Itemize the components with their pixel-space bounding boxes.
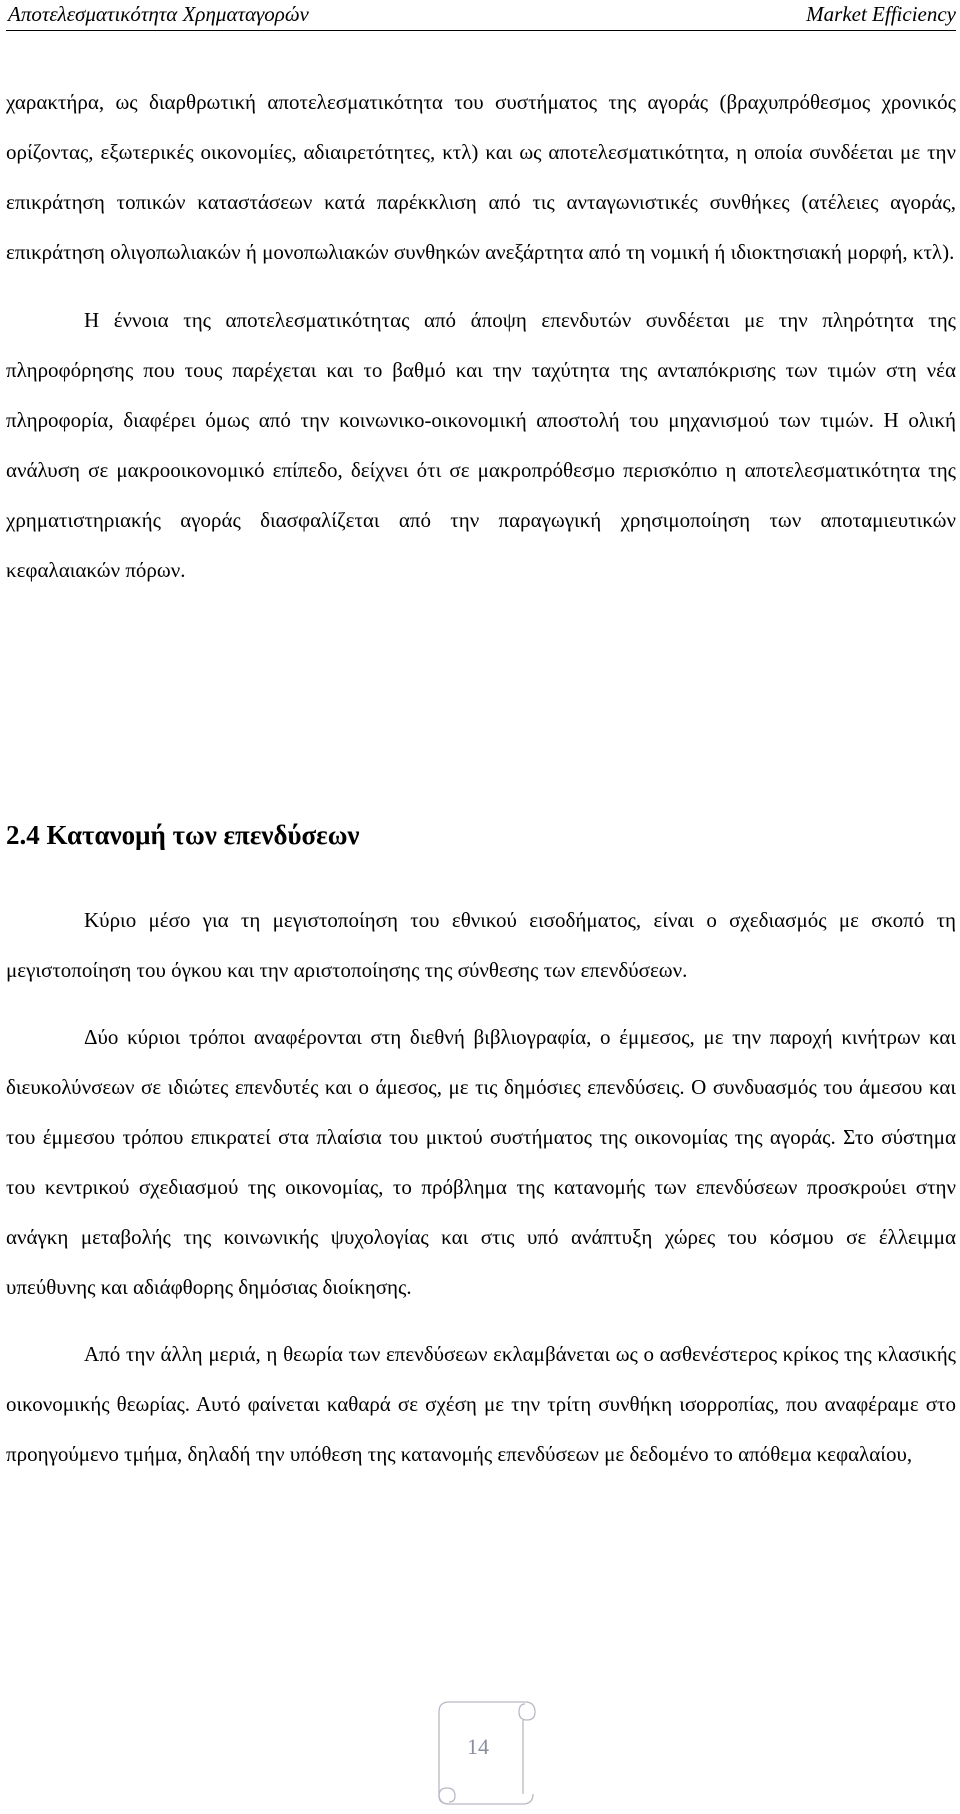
header-title: Αποτελεσματικότητα Χρηματαγορών — [8, 2, 309, 26]
paragraph: Από την άλλη μεριά, η θεωρία των επενδύσεων εκλαμβάνεται ως ο ασθενέστερος κρίκος της κλασικής οικονομικής θεωρίας. Αυτό φαίνεται καθαρά σε σχέση με την τρίτη συνθήκη ισορροπίας, που αναφέραμε στο προηγούμενο τμήμα, δηλαδή την υπόθεση της κατανομής επενδύσεων με δεδομένο το απόθεμα κεφαλαίου, — [6, 1342, 956, 1466]
paragraph: χαρακτήρα, ως διαρθρωτική αποτελεσματικότητα του συστήματος της αγοράς (βραχυπρόθεσμος χρονικός ορίζοντας, εξωτερικές οικονομίες, αδιαιρετότητες, κτλ) και ως αποτελεσματικότητα, η οποία συνδέεται με την επικράτηση τοπικών καταστάσεων κατά παρέκκλιση από τις ανταγωνιστικές συνθήκες (ατέλειες αγοράς, επικράτηση ολιγοπωλιακών ή μονοπωλιακών συνθηκών ανεξάρτητα από τη νομική ή ιδιοκτησιακή μορφή, κτλ). — [6, 90, 956, 264]
paragraph: Κύριο μέσο για τη μεγιστοποίηση του εθνικού εισοδήματος, είναι ο σχεδιασμός με σκοπό τη μεγιστοποίηση του όγκου και την αριστοποίησης της σύνθεσης των επενδύσεων. — [6, 908, 956, 982]
page-number: 14 — [467, 1734, 489, 1759]
section-body — [6, 895, 956, 1479]
section-heading: 2.4 Κατανομή των επενδύσεων — [6, 820, 360, 850]
paragraph: Δύο κύριοι τρόποι αναφέρονται στη διεθνή βιβλιογραφία, ο έμμεσος, με την παροχή κινήτρων και διευκολύνσεων σε ιδιώτες επενδυτές και ο άμεσος, με τις δημόσιες επενδύσεις. Ο συνδυασμός του άμεσου και του έμμεσου τρόπου επικρατεί στα πλαίσια του μικτού συστήματος της οικονομίας της αγοράς. Στο σύστημα του κεντρικού σχεδιασμού της οικονομίας, το πρόβλημα της κατανομής των επενδύσεων προσκρούει στην ανάγκη μεταβολής της κοινωνικής ψυχολογίας και στις υπό ανάπτυξη χώρες του κόσμου σε έλλειμμα υπεύθυνης και αδιάφθορης δημόσιας διοίκησης. — [6, 1025, 956, 1299]
header-divider — [6, 30, 956, 31]
page-number-scroll — [425, 1690, 543, 1808]
running-header — [8, 0, 956, 30]
header-subtitle: Market Efficiency — [806, 2, 956, 26]
intro-text — [6, 77, 956, 595]
paragraph: Η έννοια της αποτελεσματικότητας από άποψη επενδυτών συνδέεται με την πληρότητα της πληροφόρησης που τους παρέχεται και το βαθμό και την ταχύτητα της ανταπόκρισης των τιμών στη νέα πληροφορία, διαφέρει όμως από την κοινωνικο-οικονομική αποστολή του μηχανισμού των τιμών. Η ολική ανάλυση σε μακροοικονομικό επίπεδο, δείχνει ότι σε μακροπρόθεσμο περισκόπιο η αποτελεσματικότητα της χρηματιστηριακής αγοράς διασφαλίζεται από την παραγωγική χρησιμοποίηση των αποταμιευτικών κεφαλαιακών πόρων. — [6, 308, 956, 582]
